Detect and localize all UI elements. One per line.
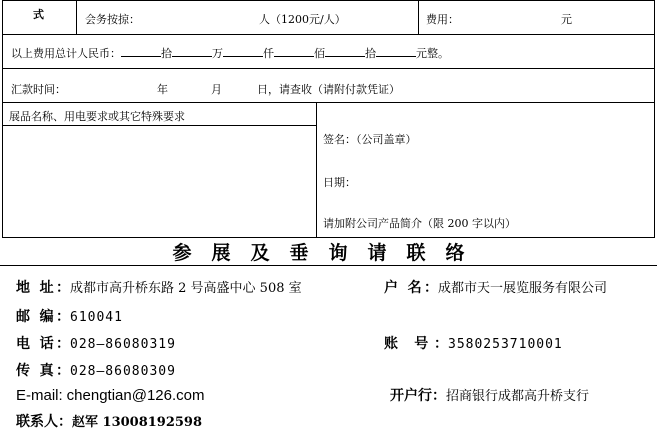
form-row-remit-time	[2, 68, 655, 103]
account-no-label: 账 号：	[384, 336, 448, 352]
cost-label: 费用：	[426, 13, 459, 26]
intro-note: 请加附公司产品简介（限 200 字以内）	[323, 217, 516, 230]
unit-label: 元整。	[416, 47, 449, 60]
amount-blank[interactable]	[274, 45, 314, 57]
amount-blank[interactable]	[121, 45, 161, 57]
address-label: 地 址：	[16, 280, 70, 296]
exhibit-label-divider	[3, 125, 317, 126]
bank-label: 开户行：	[390, 388, 446, 404]
form-cell-attendance-fee	[76, 0, 419, 35]
address-value: 成都市高升桥东路 2 号高盛中心 508 室	[70, 281, 302, 296]
remit-month: 月	[211, 83, 222, 96]
account-no-value: 3580253710001	[448, 337, 563, 352]
contact-heading: 参展及垂询请联络	[172, 242, 485, 264]
unit-label: 仟	[263, 47, 274, 60]
attendance-fee-label: 会务按掠：	[85, 13, 140, 26]
unit-label: 拾	[365, 47, 376, 60]
date-label: 日期：	[323, 176, 356, 189]
email-link[interactable]: chengtian@126.com	[66, 387, 205, 404]
remit-day-note: 日，请查收（请附付款凭证）	[257, 83, 400, 96]
phone-label: 电 话：	[16, 336, 70, 352]
postcode-value: 610041	[70, 310, 123, 325]
fax-value: 028—86080309	[70, 364, 176, 379]
email-label: E-mail:	[16, 387, 63, 404]
account-name-value: 成都市天一展览服务有限公司	[438, 281, 608, 296]
signature-label: 签名：（公司盖章）	[323, 133, 417, 146]
postcode-label: 邮 编：	[16, 309, 70, 325]
form-cell-signature[interactable]	[316, 102, 655, 238]
unit-label: 拾	[161, 47, 172, 60]
total-label: 以上费用总计人民币：	[11, 47, 121, 60]
phone-value: 028—86080319	[70, 337, 176, 352]
account-name-label: 户 名：	[384, 280, 438, 296]
unit-label: 佰	[314, 47, 325, 60]
heading-rule	[0, 265, 657, 266]
contact-person-label: 联系人：	[16, 414, 72, 430]
amount-blank[interactable]	[376, 45, 416, 57]
contact-person-value: 赵军 13008192598	[72, 415, 203, 430]
unit-label: 万	[212, 47, 223, 60]
amount-blank[interactable]	[325, 45, 365, 57]
form-cell-mode	[2, 0, 77, 35]
amount-blank[interactable]	[223, 45, 263, 57]
form-cell-cost	[418, 0, 655, 35]
cost-unit: 元	[561, 13, 572, 26]
remit-year: 年	[157, 83, 168, 96]
bank-value: 招商银行成都高升桥支行	[446, 389, 590, 404]
exhibit-requirements-label: 展品名称、用电要求或其它特殊要求	[9, 110, 185, 123]
attendance-fee-rate: 人（1200元/人）	[259, 13, 346, 26]
remit-label: 汇款时间：	[11, 83, 66, 96]
fax-label: 传 真：	[16, 363, 70, 379]
amount-blank[interactable]	[172, 45, 212, 57]
mode-label: 式	[33, 8, 44, 21]
form-row-total	[2, 34, 655, 69]
form-cell-exhibit-requirements[interactable]	[2, 102, 317, 238]
